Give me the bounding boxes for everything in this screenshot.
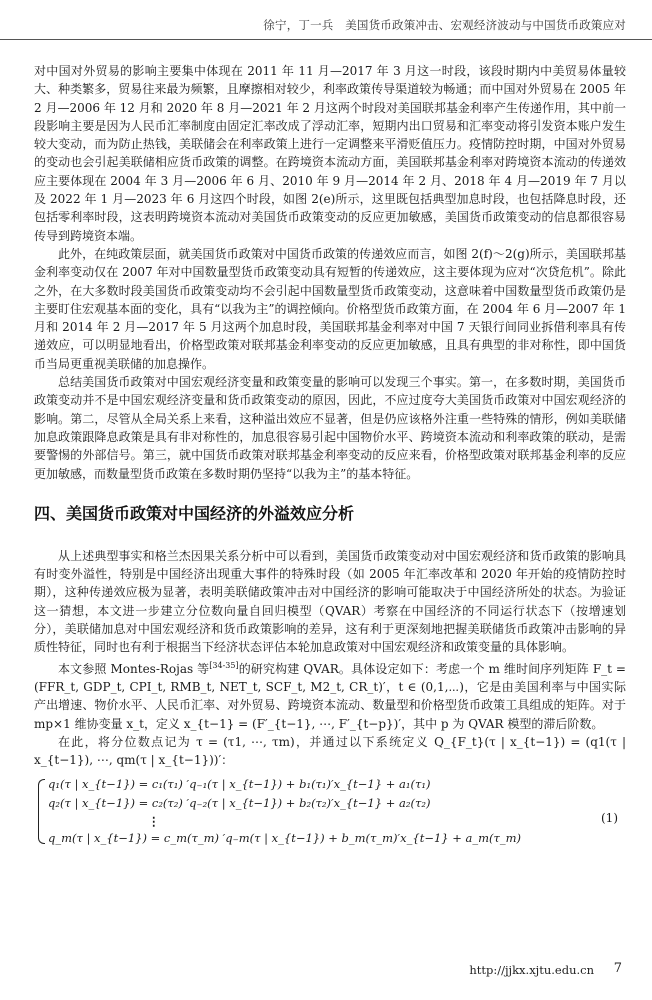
equation-row: q₁(τ | x_{t−1}) = c₁(τ₁) ′q₋₁(τ | x_{t−1}) + b₁(τ₁)′x_{t−1} + a₁(τ₁) <box>48 777 431 792</box>
equation-ellipsis: ⋮ <box>148 814 160 829</box>
footer-url[interactable]: http://jjkx.xjtu.edu.cn <box>469 963 594 977</box>
paragraph-continued: 对中国对外贸易的影响主要集中体现在 2011 年 11 月—2017 年 3 月这一时段，该段时期内中美贸易体量较大、种类繁多，贸易往来最为频繁，且摩擦相对较少，利率政策传导渠道较为畅通；而中国对外贸易在 2005 年 2 月—2006 年 12 月和 2020 年 8 月—2021 年 2 月这两个时段对美国联邦基金利率产生传递作用，其中前一段影响主要是因为人民币汇率制度由固定汇率改成了浮动汇率，短期内出口贸易和汇率变动将引发资本账户发生较大变动，而为防止热钱，美联储会在利率政策上进行一定调整来平滑贬值压力。疫情防控时期，中国对外贸易的变动也会引起美联储相应货币政策的调整。在跨境资本流动方面，美国联邦基金利率对跨境资本流动的传递效应主要体现在 2004 年 3 月—2006 年 6 月、2010 年 9 月—2014 年 2 月、2018 年 4 月—2019 年 7 月以及 2022 年 1 月—2023 年 6 月这四个时段，如图 2(e)所示，这里既包括典型加息时段，也包括降息时段，还包括零利率时段，这表明跨境资本流动对美国货币政策变动的反应更加敏感，美国货币政策变动的信息都很容易传导到跨境资本端。 <box>34 64 626 243</box>
running-head <box>0 0 652 40</box>
section-heading: 四、美国货币政策对中国经济的外溢效应分析 <box>34 503 355 523</box>
equation-number: (1) <box>601 811 618 826</box>
equation-row: q_m(τ | x_{t−1}) = c_m(τ_m) ′q₋m(τ | x_{t−1}) + b_m(τ_m)′x_{t−1} + a_m(τ_m) <box>48 831 522 846</box>
paragraph-policy-transmission: 此外，在纯政策层面，就美国货币政策对中国货币政策的传递效应而言，如图 2(f)～2(g)所示，美国联邦基金利率变动仅在 2007 年对中国数量型货币政策变动具有短暂的传递效应，这主要体现为应对“次贷危机”。除此之外，在大多数时段美国货币政策变动均不会引起中国数量型货币政策变动，这意味着中国数量型货币政策仍是主要盯住宏观基本面的变化，具有“以我为主”的调控倾向。价格型货币政策方面，在 2004 年 6 月—2007 年 1 月和 2014 年 2 月—2017 年 5 月这两个加息时段，美国联邦基金利率对中国 7 天银行间同业拆借利率具有传递效应，可以明显地看出，价格型政策对联邦基金利率变动的反应更加敏感，且具有典型的非对称性，即中国货币当局更重视美联储的加息操作。 <box>34 246 626 371</box>
page-number: 7 <box>613 961 622 976</box>
equation-block <box>34 775 626 848</box>
article-body <box>34 62 626 848</box>
qvar-text-before-citation: 本文参照 Montes-Rojas 等 <box>58 661 210 676</box>
qvar-matrix-definition: F_t = (FFR_t, GDP_t, CPI_t, RMB_t, NET_t, SCF_t, M2_t, CR_t)′，t ∈ (0,1,⋯)，它是由美国利率与中国实际产出增速、物价水平、人民币汇率、对外贸易、跨境资本流动、数量型和价格型货币政策工具组成的矩阵。对于 mp×1 维协变量 x_t，定义 x_{t−1} = (F′_{t−1}, ⋯, F′_{t−p})′，其中 p 为 QVAR 模型的滞后阶数。 <box>34 661 626 731</box>
paragraph-qvar-intro: 从上述典型事实和格兰杰因果关系分析中可以看到，美国货币政策变动对中国宏观经济和货币政策的影响具有时变外溢性，特别是中国经济出现重大事件的特殊时段（如 2005 年汇率改革和 2020 年开始的疫情防控时期），这种传递效应极为显著，表明美联储政策冲击对中国经济的影响可能取决于中国经济所处的状态。为验证这一猜想，本文进一步建立分位数向量自回归模型（QVAR）考察在中国经济的不同运行状态下（按增速划分），美联储加息对中国宏观经济和货币政策影响的差异，这有利于更深刻地把握美联储货币政策冲击影响的异质性特征，同时也有利于根据当下经济状态评估本轮加息政策对中国宏观经济和政策变量的具体影响。 <box>34 548 626 655</box>
paragraph-summary: 总结美国货币政策对中国宏观经济变量和政策变量的影响可以发现三个事实。第一，在多数时期，美国货币政策变动并不是中国宏观经济变量和货币政策变动的原因，因此，不应过度夸大美国货币政策对中国宏观经济的影响。第二，尽管从全局关系上来看，这种溢出效应不显著，但是仍应该格外注重一些特殊的情形，例如美联储加息政策跟降息政策是具有非对称性的，加息很容易引起中国物价水平、跨境资本流动和利率政策的联动，是需要警惕的外部信号。第三，就中国货币政策对联邦基金利率变动的反应来看，价格型政策对联邦基金利率的反应更加敏感，而数量型货币政策在多数时期仍坚持“以我为主”的基本特征。 <box>34 375 626 481</box>
equation-row: q₂(τ | x_{t−1}) = c₂(τ₂) ′q₋₂(τ | x_{t−1}) + b₂(τ₂)′x_{t−1} + a₂(τ₂) <box>48 796 431 811</box>
paragraph-quantile-system: 在此，将分位数点记为 τ = (τ1, ⋯, τm)，并通过以下系统定义 Q_{F_t}(τ | x_{t−1}) = (q1(τ | x_{t−1}), ⋯, qm(τ | x_{t−1}))′： <box>34 734 626 768</box>
paragraph-qvar-setup <box>34 657 626 733</box>
citation-superscript: [34-35] <box>209 660 239 670</box>
running-head-text: 徐宁，丁一兵 美国货币政策冲击、宏观经济波动与中国货币政策应对 <box>263 18 626 32</box>
qvar-text-after-citation: 的研究构建 QVAR。具体设定如下：考虑一个 m 维时间序列矩阵 <box>238 661 589 676</box>
